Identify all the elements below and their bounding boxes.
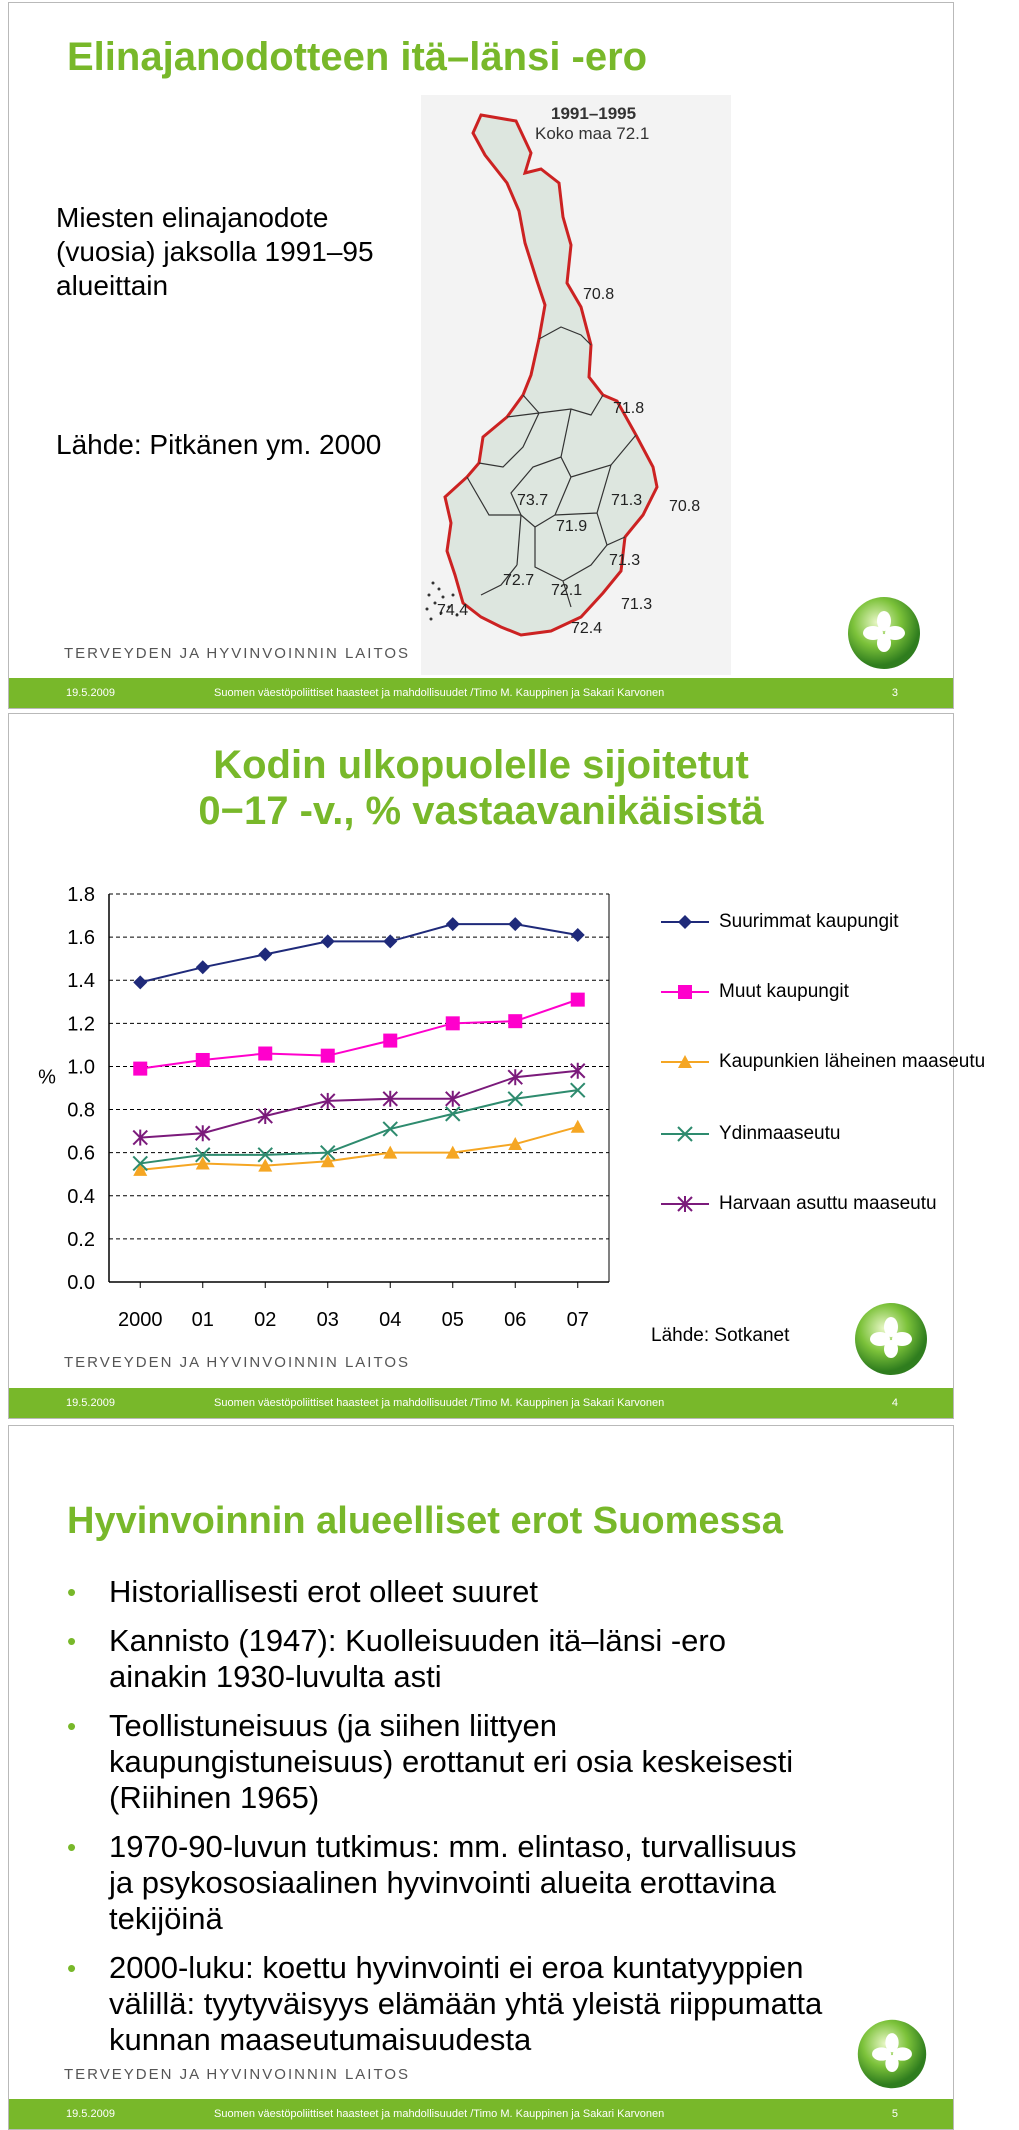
data-point	[383, 1122, 397, 1136]
source-text: Lähde: Pitkänen ym. 2000	[56, 429, 382, 460]
y-tick-label: 1.4	[67, 970, 95, 993]
region-label: 74.4	[437, 602, 469, 619]
legend-label: Ydinmaaseutu	[719, 1123, 841, 1144]
source-text: Lähde: Sotkanet	[651, 1325, 790, 1346]
y-tick-label: 0.2	[67, 1228, 95, 1251]
x-tick-label: 02	[254, 1309, 277, 1331]
y-axis-label: %	[38, 1066, 56, 1089]
region-label: 70.8	[583, 286, 615, 303]
bullet-line: Teollistuneisuus (ja siihen liittyen	[109, 1708, 558, 1743]
title-line: 0−17 -v., % vastaavanikäisistä	[198, 789, 764, 833]
data-point	[446, 1016, 460, 1030]
bullet-line: 1970-90-luvun tutkimus: mm. elintaso, turvallisuus	[109, 1829, 797, 1864]
green-orb-logo	[851, 1299, 931, 1379]
bullet-dot: •	[67, 1953, 77, 1983]
footer-text: Suomen väestöpoliittiset haasteet ja mahdollisuudet /Timo M. Kauppinen ja Sakari Karvonen	[214, 687, 665, 699]
x-tick-label: 05	[441, 1309, 464, 1331]
region-label: 71.9	[556, 518, 588, 535]
data-point	[571, 993, 585, 1007]
slide-title	[9, 742, 953, 834]
bullet-dot: •	[67, 1832, 77, 1862]
green-orb-logo	[844, 593, 924, 673]
data-point	[678, 985, 692, 999]
region-label: 72.4	[571, 620, 603, 637]
bullet-dot: •	[67, 1577, 77, 1607]
y-tick-label: 0.0	[67, 1272, 95, 1294]
region-label: 72.7	[503, 572, 535, 589]
x-tick-label: 2000	[118, 1309, 163, 1331]
bullet-line: kaupungistuneisuus) erottanut eri osia keskeisesti	[109, 1744, 794, 1779]
slide-5	[8, 1425, 954, 2130]
bullet-dot: •	[67, 1626, 77, 1656]
data-point	[258, 1108, 272, 1124]
y-tick-label: 0.8	[67, 1099, 95, 1122]
series-line	[140, 924, 578, 982]
footer-page-number: 5	[891, 2108, 898, 2120]
legend-marker	[659, 1191, 714, 1217]
bullet-line: ainakin 1930-luvulta asti	[109, 1659, 442, 1694]
slide-4	[8, 713, 986, 1419]
chart-legend	[659, 909, 986, 1239]
region-label: 72.1	[551, 582, 583, 599]
data-point	[258, 947, 272, 961]
bullet-dot: •	[67, 1711, 77, 1741]
y-tick-label: 1.8	[67, 884, 95, 906]
finland-map	[421, 95, 731, 675]
slide-footer	[9, 678, 953, 708]
slide-title: Elinajanodotteen itä–länsi -ero	[67, 35, 648, 79]
bullet-line: ja psykososiaalinen hyvinvointi alueita erottavina	[109, 1865, 776, 1900]
institute-logo-text: TERVEYDEN JA HYVINVOINNIN LAITOS	[64, 1354, 411, 1371]
data-point	[678, 915, 692, 929]
map-description	[56, 201, 374, 303]
data-point	[508, 917, 522, 931]
data-point	[196, 1053, 210, 1067]
institute-logo-text: TERVEYDEN JA HYVINVOINNIN LAITOS	[64, 645, 411, 662]
x-tick-label: 06	[504, 1309, 527, 1331]
data-point	[196, 960, 210, 974]
bullet-item	[67, 1829, 927, 1937]
y-tick-label: 1.2	[67, 1013, 95, 1036]
data-point	[571, 1120, 585, 1133]
legend-marker	[659, 909, 714, 935]
data-point	[383, 1034, 397, 1048]
green-orb-logo	[854, 2016, 930, 2092]
bullet-list	[67, 1574, 927, 2071]
line-chart	[9, 874, 629, 1331]
description-line: alueittain	[56, 270, 169, 301]
footer-text: Suomen väestöpoliittiset haasteet ja mahdollisuudet /Timo M. Kauppinen ja Sakari Karvonen	[214, 1397, 665, 1409]
region-label: 71.3	[609, 552, 641, 569]
data-point	[133, 975, 147, 989]
region-label: 73.7	[517, 492, 549, 509]
data-point	[258, 1047, 272, 1061]
bullet-line: tekijöinä	[109, 1901, 223, 1936]
x-tick-label: 01	[191, 1309, 214, 1331]
legend-label: Harvaan asuttu maaseutu	[719, 1193, 937, 1214]
data-point	[571, 928, 585, 942]
bullet-item	[67, 1623, 927, 1695]
bullet-line: 2000-luku: koettu hyvinvointi ei eroa kuntatyyppien	[109, 1950, 804, 1985]
footer-page-number: 3	[891, 687, 898, 699]
y-tick-label: 1.6	[67, 927, 95, 950]
slide-footer	[9, 2099, 953, 2129]
bullet-line: Historiallisesti erot olleet suuret	[109, 1574, 539, 1609]
bullet-item	[67, 1708, 927, 1816]
data-point	[321, 1049, 335, 1063]
bullet-line: (Riihinen 1965)	[109, 1780, 320, 1815]
bullet-item	[67, 1574, 927, 1610]
data-point	[446, 917, 460, 931]
region-label: 71.8	[613, 400, 645, 417]
description-line: (vuosia) jaksolla 1991–95	[56, 236, 374, 267]
footer-date: 19.5.2009	[66, 687, 115, 699]
legend-marker	[659, 979, 714, 1005]
data-point	[508, 1014, 522, 1028]
data-point	[133, 1062, 147, 1076]
data-point	[446, 1107, 460, 1121]
region-label: 71.3	[621, 596, 653, 613]
legend-label: Suurimmat kaupungit	[719, 911, 899, 932]
footer-text: Suomen väestöpoliittiset haasteet ja mahdollisuudet /Timo M. Kauppinen ja Sakari Karvonen	[214, 2108, 665, 2120]
slide-3	[8, 2, 954, 709]
footer-date: 19.5.2009	[66, 2108, 115, 2120]
legend-label: Kaupunkien läheinen maaseutu	[719, 1051, 986, 1072]
slide-footer	[9, 1388, 953, 1418]
x-tick-label: 07	[566, 1309, 589, 1331]
map-subheading: Koko maa 72.1	[535, 124, 650, 143]
title-line: Kodin ulkopuolelle sijoitetut	[213, 743, 749, 787]
bullet-line: Kannisto (1947): Kuolleisuuden itä–länsi -ero	[109, 1623, 726, 1658]
description-line: Miesten elinajanodote	[56, 202, 329, 233]
footer-date: 19.5.2009	[66, 1397, 115, 1409]
y-tick-label: 0.6	[67, 1142, 95, 1165]
footer-page-number: 4	[891, 1397, 898, 1409]
data-point	[321, 934, 335, 948]
legend-marker	[659, 1049, 714, 1075]
data-point	[383, 934, 397, 948]
region-label: 70.8	[669, 498, 701, 515]
map-heading: 1991–1995	[551, 104, 637, 123]
legend-label: Muut kaupungit	[719, 981, 849, 1002]
slide-title: Hyvinvoinnin alueelliset erot Suomessa	[67, 1500, 783, 1542]
x-tick-label: 04	[379, 1309, 402, 1331]
bullet-line: kunnan maaseutumaisuudesta	[109, 2022, 532, 2057]
y-tick-label: 1.0	[67, 1056, 95, 1079]
region-label: 71.3	[611, 492, 643, 509]
bullet-line: välillä: tyytyväisyys elämään yhtä yleistä riippumatta	[109, 1986, 823, 2021]
y-tick-label: 0.4	[67, 1185, 95, 1208]
legend-marker	[659, 1121, 714, 1147]
bullet-item	[67, 1950, 927, 2058]
x-tick-label: 03	[316, 1309, 339, 1331]
institute-logo-text: TERVEYDEN JA HYVINVOINNIN LAITOS	[64, 2066, 411, 2083]
